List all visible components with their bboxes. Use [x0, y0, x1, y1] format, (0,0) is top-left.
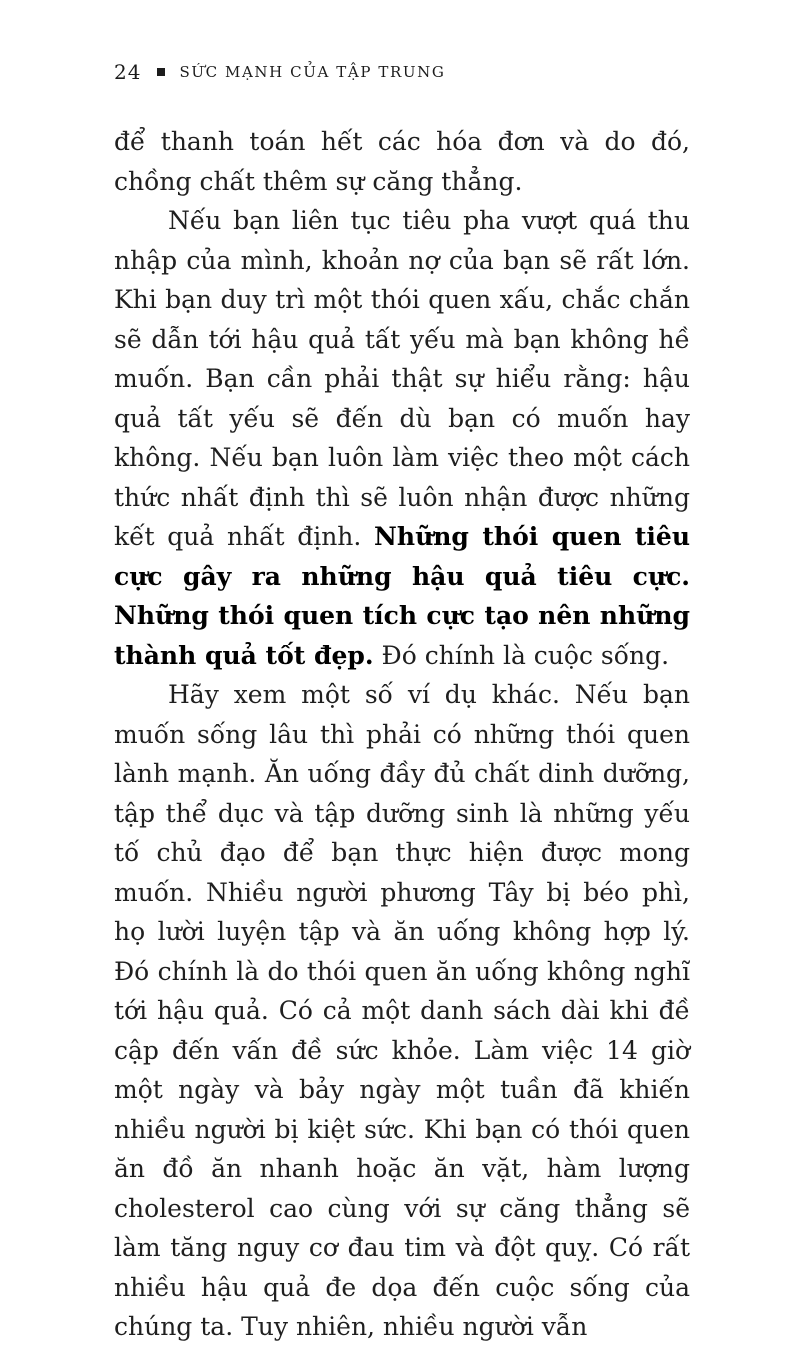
text-run: Nếu bạn liên tục tiêu pha vượt quá thu nhập của mình, khoản nợ của bạn sẽ rất lớn. Khi bạn duy trì một thói quen xấu, chắc chắn sẽ dẫn tới hậu quả tất yếu mà bạn không hề muốn. Bạn cần phải thật sự hiểu rằng: hậu quả tất yếu sẽ đến dù bạn có muốn hay không. Nếu bạn luôn làm việc theo một cách thức nhất định thì sẽ luôn nhận được những kết quả nhất định. [114, 206, 690, 551]
page-number: 24 [114, 60, 142, 84]
page-header [114, 62, 690, 82]
page-body [114, 122, 690, 1347]
paragraph [114, 201, 690, 675]
square-bullet-icon [157, 68, 165, 76]
paragraph [114, 675, 690, 1347]
paragraph [114, 122, 690, 201]
text-run: Hãy xem một số ví dụ khác. Nếu bạn muốn sống lâu thì phải có những thói quen lành mạnh. Ăn uống đầy đủ chất dinh dưỡng, tập thể dục và tập dưỡng sinh là những yếu tố chủ đạo để bạn thực hiện được mong muốn. Nhiều người phương Tây bị béo phì, họ lười luyện tập và ăn uống không hợp lý. Đó chính là do thói quen ăn uống không nghĩ tới hậu quả. Có cả một danh sách dài khi đề cập đến vấn đề sức khỏe. Làm việc 14 giờ một ngày và bảy ngày một tuần đã khiến nhiều người bị kiệt sức. Khi bạn có thói quen ăn đồ ăn nhanh hoặc ăn vặt, hàm lượng cholesterol cao cùng với sự căng thẳng sẽ làm tăng nguy cơ đau tim và đột quỵ. Có rất nhiều hậu quả đe dọa đến cuộc sống của chúng ta. Tuy nhiên, nhiều người vẫn [114, 680, 690, 1341]
running-title: SỨC MẠNH CỦA TẬP TRUNG [179, 62, 446, 81]
text-run: để thanh toán hết các hóa đơn và do đó, chồng chất thêm sự căng thẳng. [114, 127, 690, 196]
text-run: Đó chính là cuộc sống. [373, 640, 670, 670]
bold-text-run: Những thói quen tiêu cực gây ra những hậu quả tiêu cực. Những thói quen tích cực tạo nên những thành quả tốt đẹp. [114, 522, 690, 670]
